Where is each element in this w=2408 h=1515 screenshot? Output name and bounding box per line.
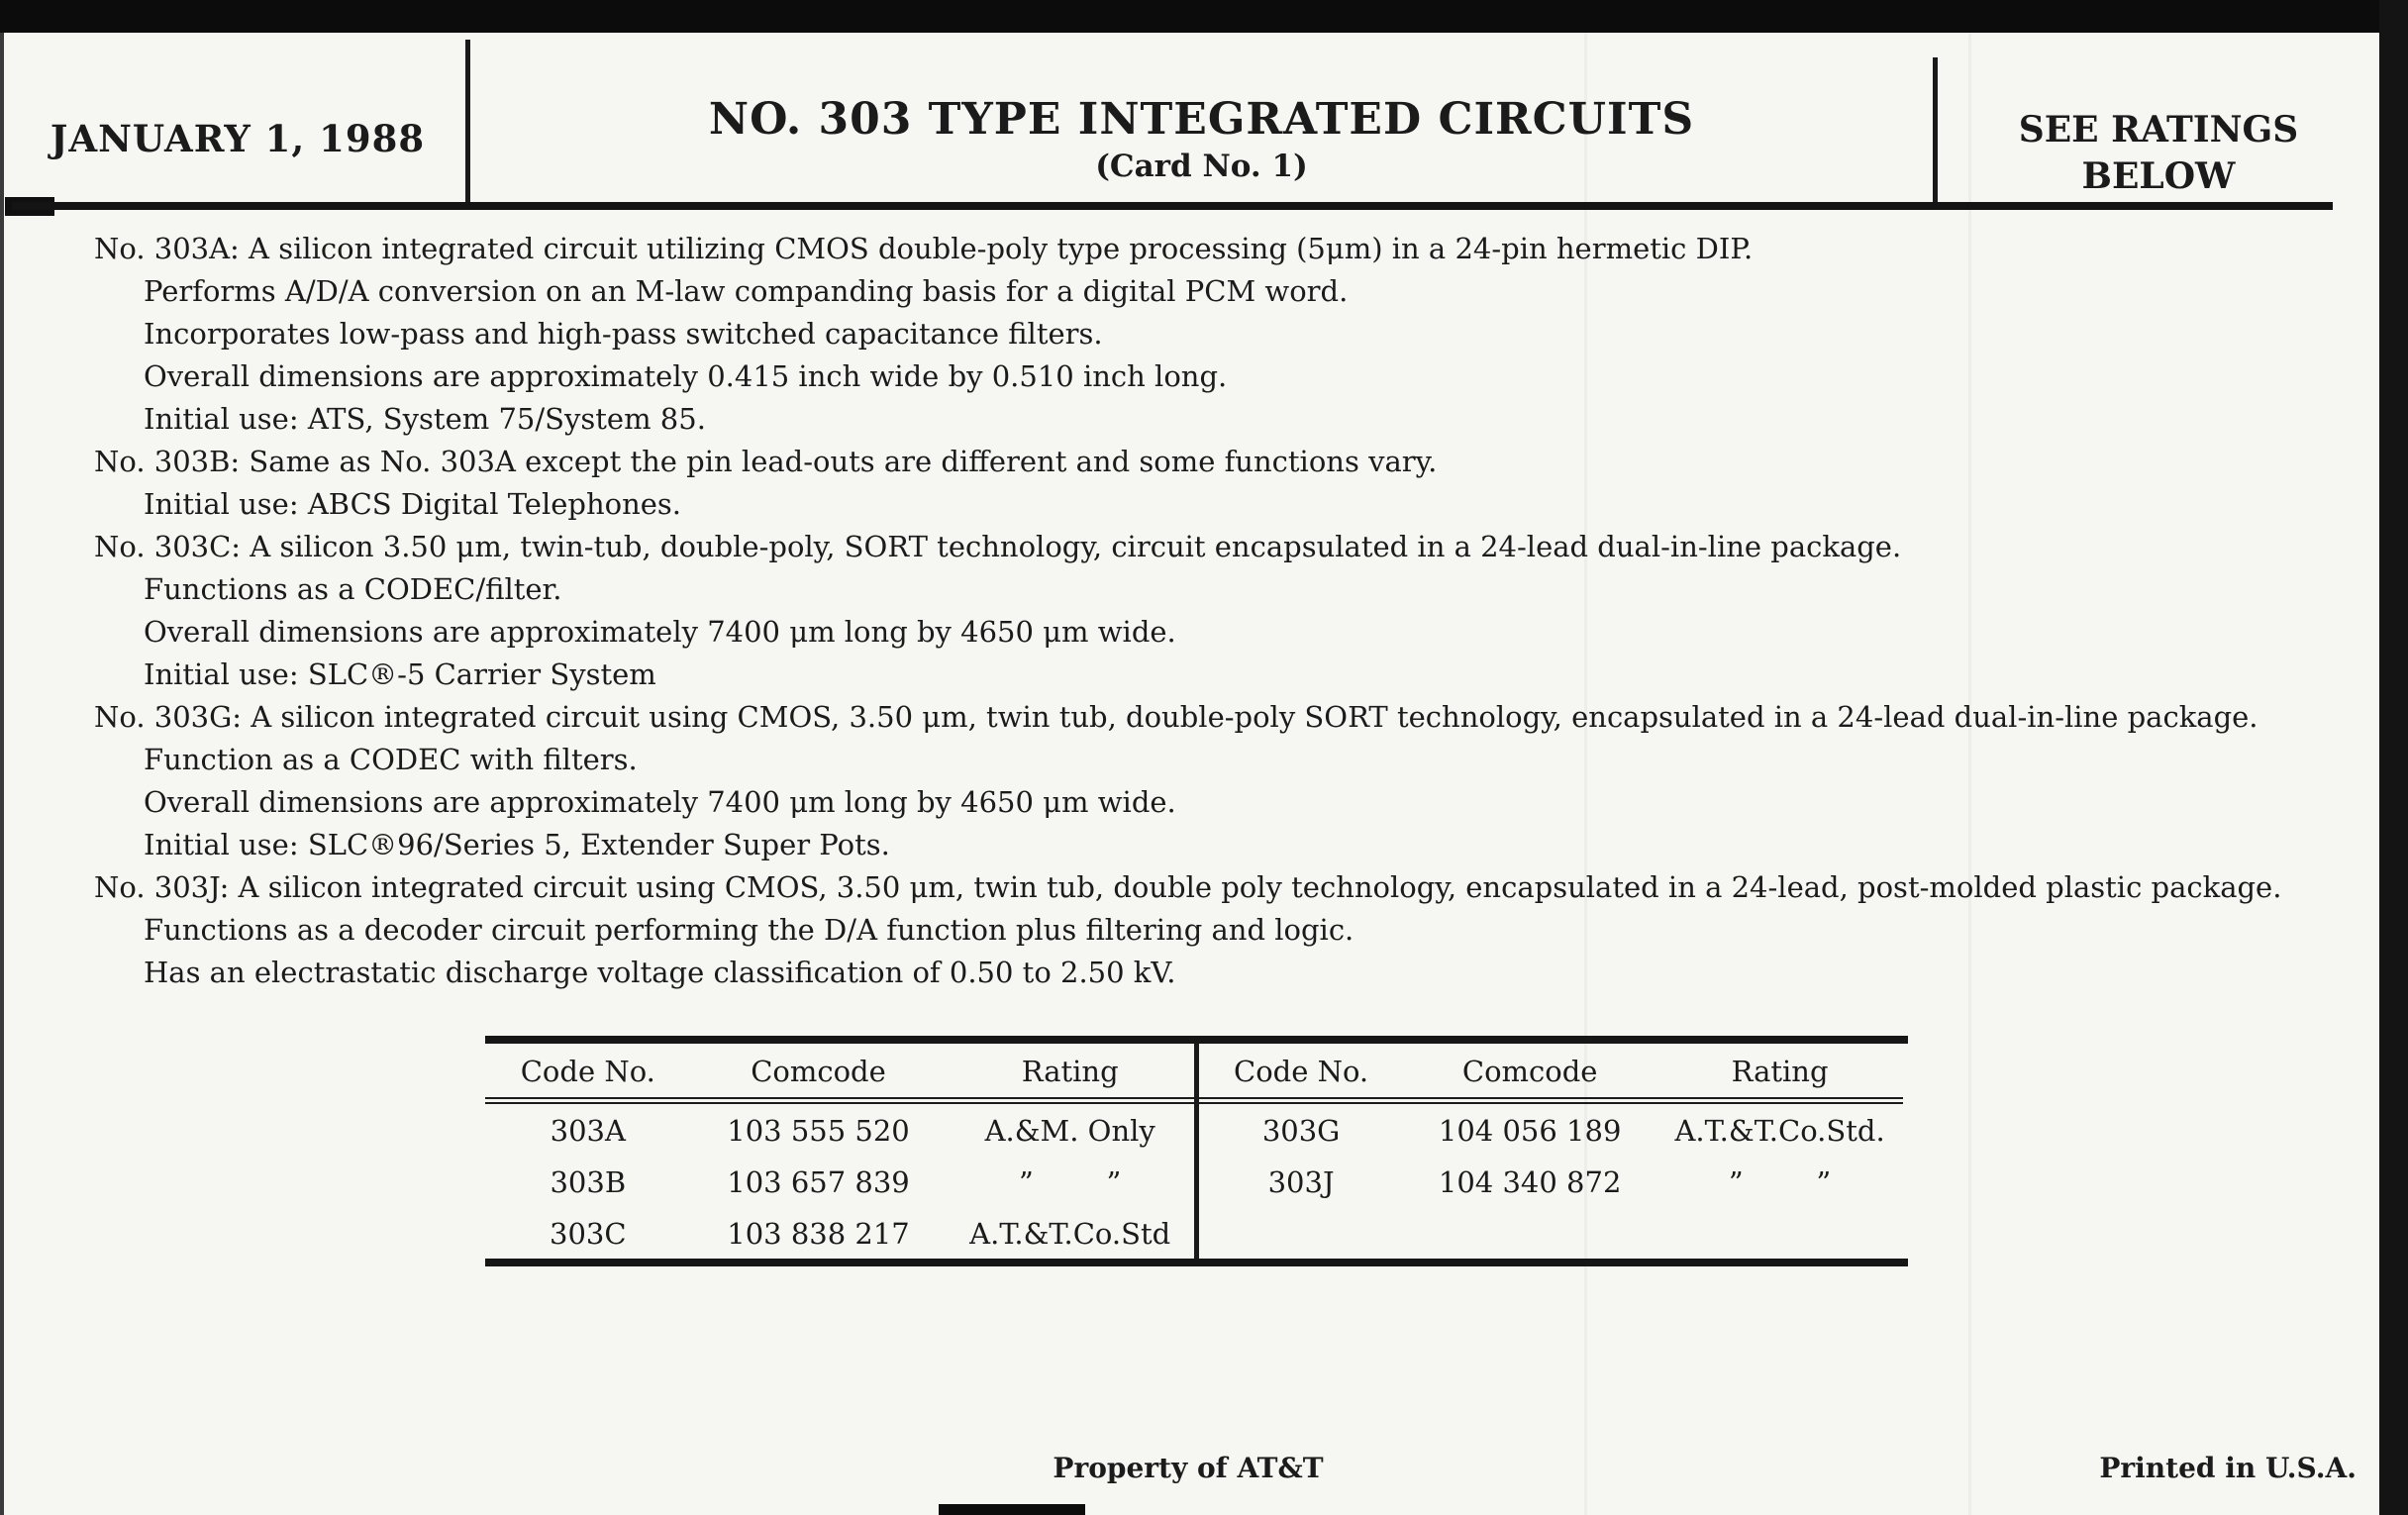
property-notice: Property of AT&T [1053, 1452, 1324, 1484]
spec-line-detail: Overall dimensions are approximately 7400 μm long by 4650 μm wide. [144, 785, 1176, 819]
table-row [1199, 1104, 1903, 1156]
table-header-row [1199, 1044, 1903, 1104]
printed-notice: Printed in U.S.A. [2099, 1452, 2357, 1484]
ratings-table [485, 1036, 1908, 1266]
see-ratings-line2: BELOW [2081, 155, 2236, 197]
spec-line-detail: Functions as a CODEC/filter. [144, 572, 562, 606]
spec-line-303j: No. 303J: A silicon integrated circuit using CMOS, 3.50 μm, twin tub, double poly technology, encapsulated in a 24-lead, post-molded plastic package. [94, 870, 2282, 904]
column-header-code-no: Code No. [1234, 1055, 1369, 1088]
spec-line-detail: Incorporates low-pass and high-pass switched capacitance filters. [144, 317, 1103, 351]
spec-line-detail: Functions as a decoder circuit performing the D/A function plus filtering and logic. [144, 913, 1354, 947]
header-rule [12, 202, 2333, 210]
table-row [485, 1207, 1194, 1259]
header-divider-right [1933, 57, 1938, 206]
table-row [485, 1156, 1194, 1207]
cell-comcode: 103 838 217 [727, 1217, 910, 1251]
cell-code-no: 303G [1261, 1114, 1341, 1148]
column-header-code-no: Code No. [520, 1055, 655, 1088]
cell-comcode: 104 340 872 [1438, 1165, 1622, 1199]
top-scan-bar [0, 0, 2408, 33]
column-header-comcode: Comcode [1461, 1055, 1598, 1088]
spec-line-detail: Function as a CODEC with filters. [144, 743, 638, 776]
card-number: (Card No. 1) [1095, 149, 1308, 184]
table-row-empty [1199, 1207, 1903, 1259]
spec-line-detail: Has an electrastatic discharge voltage classification of 0.50 to 2.50 kV. [144, 956, 1176, 989]
ratings-table-left [485, 1044, 1194, 1259]
cell-comcode: 104 056 189 [1438, 1114, 1622, 1148]
spec-line-detail: Initial use: SLC®-5 Carrier System [144, 657, 656, 691]
spec-text-block [94, 228, 2361, 994]
cell-code-no: 303C [550, 1217, 627, 1251]
bottom-scan-streak [939, 1504, 1085, 1515]
left-scan-edge [0, 33, 4, 1515]
spec-line-303g: No. 303G: A silicon integrated circuit using CMOS, 3.50 μm, twin tub, double-poly SORT technology, encapsulated in a 24-lead dual-in-line package. [94, 700, 2258, 734]
cell-rating: ” ” [1018, 1165, 1122, 1199]
cell-rating: A.T.&T.Co.Std. [1674, 1114, 1885, 1148]
cell-rating: A.T.&T.Co.Std [969, 1217, 1171, 1251]
spec-line-303a: No. 303A: A silicon integrated circuit utilizing CMOS double-poly type processing (5μm) in a 24-pin hermetic DIP. [94, 232, 1754, 265]
document-title: NO. 303 TYPE INTEGRATED CIRCUITS [708, 94, 1695, 145]
cell-code-no: 303B [550, 1165, 627, 1199]
see-ratings-line1: SEE RATINGS [2018, 109, 2299, 151]
right-scan-bar [2379, 0, 2408, 1515]
see-ratings-note [1938, 107, 2379, 200]
table-row [485, 1104, 1194, 1156]
cell-code-no: 303J [1267, 1165, 1335, 1199]
spec-line-detail: Overall dimensions are approximately 7400 μm long by 4650 μm wide. [144, 615, 1176, 649]
column-header-comcode: Comcode [751, 1055, 886, 1088]
spec-line-detail: Initial use: ATS, System 75/System 85. [144, 402, 706, 436]
spec-line-303c: No. 303C: A silicon 3.50 μm, twin-tub, double-poly, SORT technology, circuit encapsulated in a 24-lead dual-in-line package. [94, 530, 1902, 563]
cell-code-no: 303A [550, 1114, 626, 1148]
spec-line-detail: Initial use: ABCS Digital Telephones. [144, 487, 682, 521]
cell-comcode: 103 657 839 [727, 1165, 910, 1199]
cell-rating: ” ” [1728, 1165, 1832, 1199]
spec-line-303b: No. 303B: Same as No. 303A except the pin lead-outs are different and some functions vary. [94, 445, 1438, 478]
cell-rating: A.&M. Only [984, 1114, 1155, 1148]
spec-line-detail: Initial use: SLC®96/Series 5, Extender Super Pots. [144, 828, 890, 861]
spec-line-detail: Overall dimensions are approximately 0.415 inch wide by 0.510 inch long. [144, 359, 1228, 393]
header-divider-left [465, 40, 470, 206]
ratings-table-right [1194, 1044, 1903, 1259]
column-header-rating: Rating [1731, 1055, 1829, 1088]
cell-comcode: 103 555 520 [727, 1114, 910, 1148]
issue-date: JANUARY 1, 1988 [50, 117, 426, 160]
spec-line-detail: Performs A/D/A conversion on an M-law companding basis for a digital PCM word. [144, 274, 1349, 308]
table-row [1199, 1156, 1903, 1207]
column-header-rating: Rating [1021, 1055, 1119, 1088]
table-header-row [485, 1044, 1194, 1104]
